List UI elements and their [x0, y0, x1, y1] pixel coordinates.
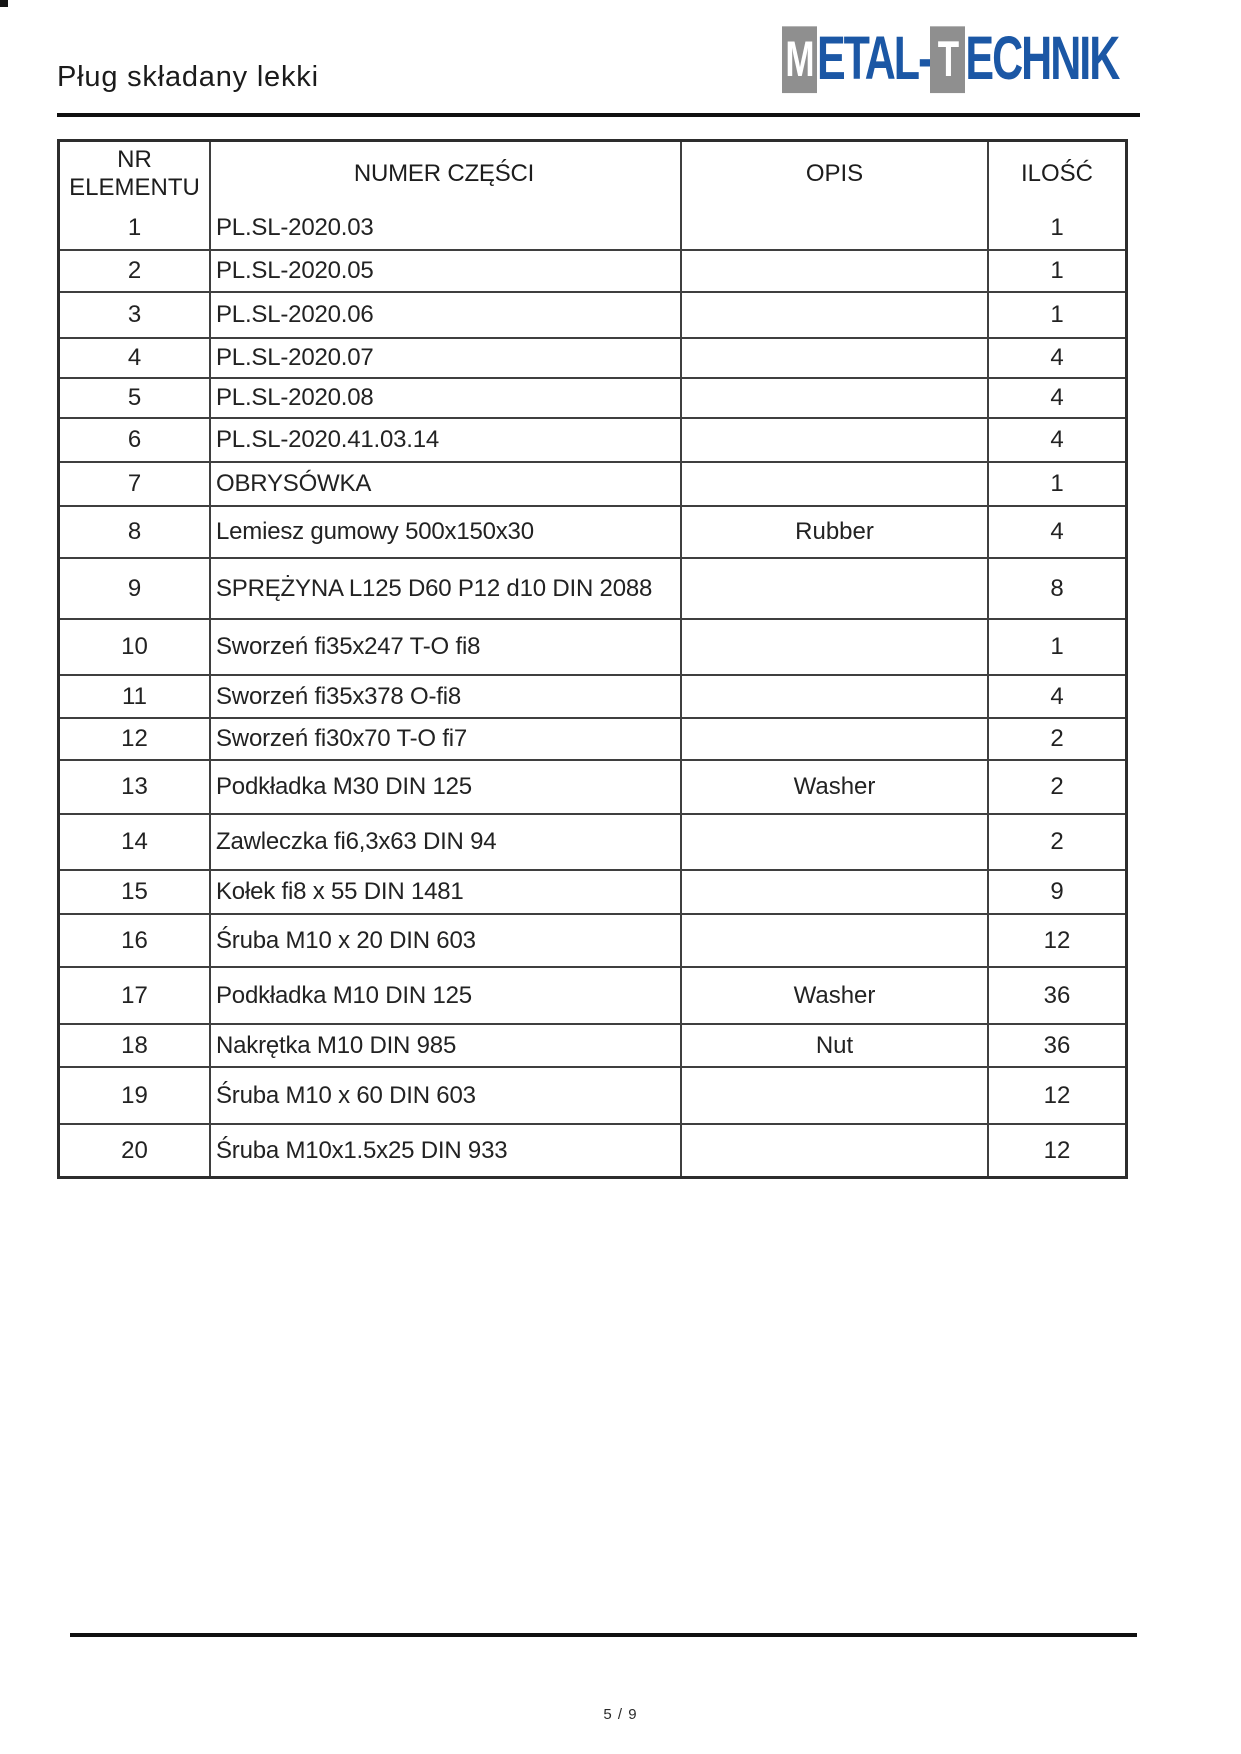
table-row — [60, 913, 1125, 966]
cell-nr: 9 — [60, 559, 211, 618]
cell-opis — [682, 815, 989, 869]
cell-qty: 2 — [1050, 725, 1064, 753]
cell-nr: 4 — [60, 339, 211, 377]
table-row — [60, 505, 1125, 557]
footer-divider — [70, 1633, 1137, 1637]
table-row — [60, 1066, 1125, 1123]
cell-nr: 13 — [60, 761, 211, 813]
cell-part: Sworzeń fi30x70 T-O fi7 — [211, 719, 682, 759]
cell-opis — [682, 620, 989, 674]
table-row — [60, 249, 1125, 291]
cell-opis: Washer — [682, 968, 989, 1023]
cell-qty: 4 — [1050, 384, 1064, 412]
column-header-ilosc: ILOŚĆ — [1020, 160, 1094, 188]
cell-opis — [682, 251, 989, 291]
cell-qty: 4 — [1050, 426, 1064, 454]
cell-qty: 1 — [1050, 470, 1064, 498]
cell-opis — [682, 1068, 989, 1123]
cell-qty: 1 — [1050, 213, 1064, 241]
cell-opis — [682, 206, 989, 249]
cell-nr: 19 — [60, 1068, 211, 1123]
cell-opis: Washer — [682, 761, 989, 813]
cell-qty: 2 — [1050, 828, 1064, 856]
cell-nr: 20 — [60, 1125, 211, 1176]
logo-m-box — [782, 26, 817, 93]
cell-opis — [682, 915, 989, 966]
cell-part: Śruba M10 x 60 DIN 603 — [211, 1068, 682, 1123]
cell-opis — [682, 676, 989, 717]
corner-mark — [0, 0, 8, 7]
cell-qty: 1 — [1050, 257, 1064, 285]
table-row — [60, 717, 1125, 759]
cell-part: Podkładka M10 DIN 125 — [211, 968, 682, 1023]
cell-part: Śruba M10 x 20 DIN 603 — [211, 915, 682, 966]
cell-opis — [682, 379, 989, 417]
cell-part: Sworzeń fi35x378 O-fi8 — [211, 676, 682, 717]
cell-part: SPRĘŻYNA L125 D60 P12 d10 DIN 2088 — [211, 559, 682, 618]
column-header-nr-elementu: NR ELEMENTU — [60, 142, 211, 206]
cell-qty: 12 — [1043, 1136, 1071, 1164]
table-body — [60, 206, 1125, 1176]
cell-part: PL.SL-2020.03 — [211, 206, 682, 249]
table-row — [60, 759, 1125, 813]
table-row — [60, 337, 1125, 377]
cell-nr: 3 — [60, 293, 211, 337]
cell-nr: 8 — [60, 507, 211, 557]
cell-nr: 14 — [60, 815, 211, 869]
cell-nr: 16 — [60, 915, 211, 966]
cell-qty: 12 — [1043, 926, 1071, 954]
table-row — [60, 1023, 1125, 1066]
cell-opis — [682, 339, 989, 377]
cell-part: PL.SL-2020.08 — [211, 379, 682, 417]
cell-opis — [682, 559, 989, 618]
header-divider — [57, 113, 1140, 117]
table-row — [60, 966, 1125, 1023]
column-header-numer-czesci: NUMER CZĘŚCI — [211, 142, 682, 206]
parts-table — [57, 139, 1128, 1179]
logo-t-box — [930, 26, 965, 93]
cell-opis: Nut — [682, 1025, 989, 1066]
cell-opis — [682, 1125, 989, 1176]
cell-nr: 18 — [60, 1025, 211, 1066]
cell-qty: 4 — [1050, 518, 1064, 546]
cell-part: Podkładka M30 DIN 125 — [211, 761, 682, 813]
cell-nr: 7 — [60, 463, 211, 505]
table-row — [60, 417, 1125, 461]
cell-part: PL.SL-2020.05 — [211, 251, 682, 291]
cell-qty: 1 — [1050, 633, 1064, 661]
cell-qty: 9 — [1050, 878, 1064, 906]
cell-nr: 1 — [60, 206, 211, 249]
cell-part: PL.SL-2020.06 — [211, 293, 682, 337]
cell-opis — [682, 293, 989, 337]
cell-nr: 17 — [60, 968, 211, 1023]
cell-part: Śruba M10x1.5x25 DIN 933 — [211, 1125, 682, 1176]
column-header-opis: OPIS — [682, 142, 989, 206]
page-title: Pług składany lekki — [57, 61, 319, 93]
logo-text-echnik: ECHNIK — [965, 24, 1119, 93]
table-row — [60, 206, 1125, 249]
cell-opis — [682, 871, 989, 913]
logo-letter-t: T — [937, 31, 959, 87]
cell-opis — [682, 463, 989, 505]
cell-part: PL.SL-2020.07 — [211, 339, 682, 377]
cell-part: PL.SL-2020.41.03.14 — [211, 419, 682, 461]
cell-nr: 2 — [60, 251, 211, 291]
cell-qty: 12 — [1043, 1081, 1071, 1109]
cell-opis — [682, 419, 989, 461]
cell-opis — [682, 719, 989, 759]
table-row — [60, 291, 1125, 337]
metal-technik-logo — [782, 4, 1118, 115]
table-header-row — [60, 142, 1125, 206]
cell-nr: 10 — [60, 620, 211, 674]
cell-qty: 2 — [1050, 773, 1064, 801]
cell-part: Lemiesz gumowy 500x150x30 — [211, 507, 682, 557]
table-row — [60, 869, 1125, 913]
table-row — [60, 377, 1125, 417]
cell-qty: 8 — [1050, 574, 1064, 602]
table-row — [60, 674, 1125, 717]
cell-qty: 36 — [1043, 1031, 1071, 1059]
table-row — [60, 813, 1125, 869]
cell-qty: 4 — [1050, 344, 1064, 372]
table-row — [60, 557, 1125, 618]
table-row — [60, 1123, 1125, 1176]
cell-nr: 12 — [60, 719, 211, 759]
cell-part: Zawleczka fi6,3x63 DIN 94 — [211, 815, 682, 869]
cell-opis: Rubber — [682, 507, 989, 557]
table-row — [60, 618, 1125, 674]
cell-qty: 1 — [1050, 301, 1064, 329]
page-number: 5 / 9 — [603, 1706, 638, 1723]
cell-nr: 6 — [60, 419, 211, 461]
logo-letter-m: M — [785, 31, 814, 87]
cell-qty: 4 — [1050, 682, 1064, 710]
logo-text-etal: ETAL- — [817, 24, 931, 93]
cell-part: Sworzeń fi35x247 T-O fi8 — [211, 620, 682, 674]
table-row — [60, 461, 1125, 505]
cell-nr: 5 — [60, 379, 211, 417]
cell-part: Kołek fi8 x 55 DIN 1481 — [211, 871, 682, 913]
cell-part: OBRYSÓWKA — [211, 463, 682, 505]
cell-nr: 11 — [60, 676, 211, 717]
cell-nr: 15 — [60, 871, 211, 913]
cell-qty: 36 — [1043, 981, 1071, 1009]
cell-part: Nakrętka M10 DIN 985 — [211, 1025, 682, 1066]
